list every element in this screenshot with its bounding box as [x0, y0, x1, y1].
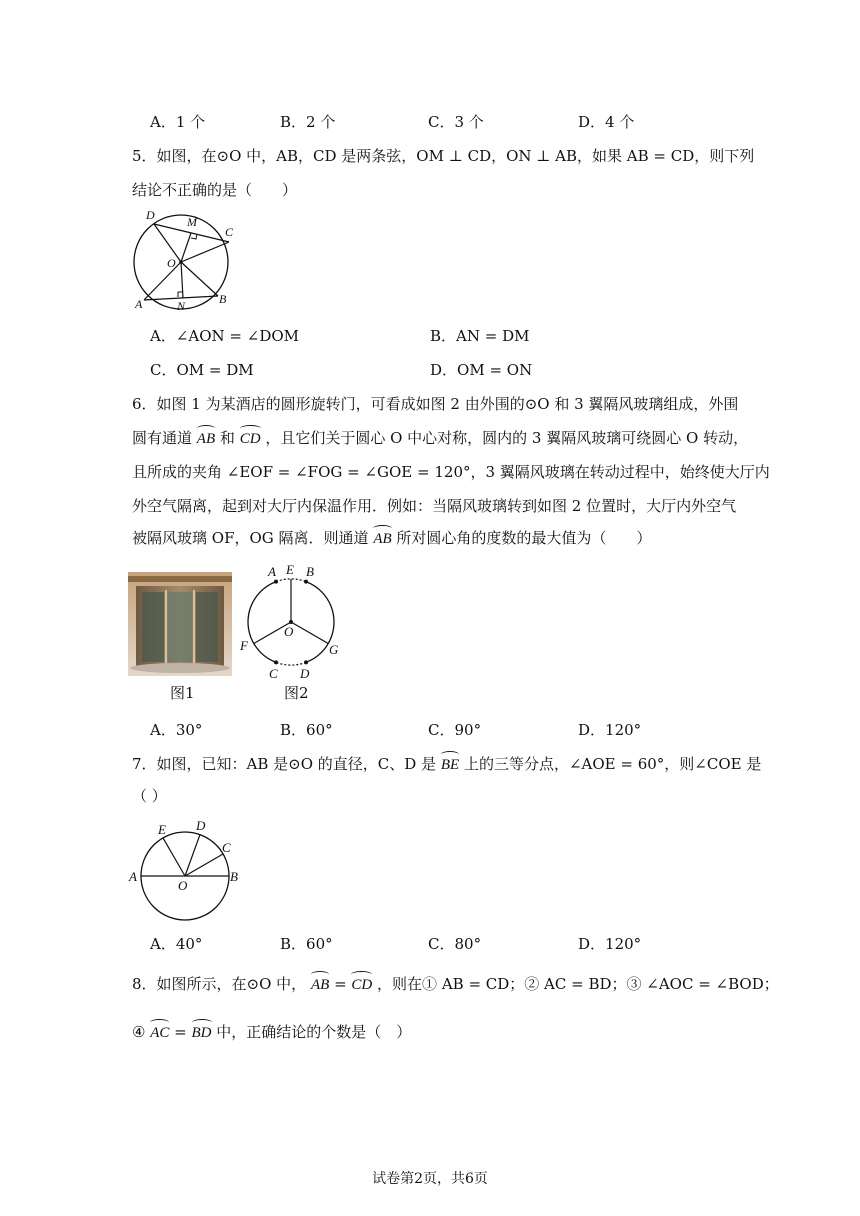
q5-label-c: C [225, 225, 234, 239]
q5-option-a: A．∠AON = ∠DOM [150, 327, 300, 345]
q7-label-a: A [129, 869, 137, 884]
q7-option-d: D．120° [578, 935, 642, 953]
q6-label-g: G [329, 642, 339, 657]
q7-text: 上的三等分点，∠AOE = 60°，则∠COE 是 [463, 755, 762, 773]
q5-label-o: O [167, 256, 176, 270]
q4-option-c: C．3 个 [428, 113, 484, 131]
q6-label-a: A [268, 564, 276, 579]
q7-option-c: C．80° [428, 935, 482, 953]
q6-figure1-photo [128, 572, 232, 676]
q6-label-c: C [269, 666, 278, 681]
q7-option-a: A．40° [150, 935, 203, 953]
q8-eq: = [334, 975, 352, 993]
q5-label-d: D [146, 208, 155, 222]
q7-label-b: B [230, 869, 238, 884]
q5-label-b: B [219, 292, 227, 306]
q6-figure2-caption: 图2 [284, 684, 309, 702]
q8-arc-cd: CD [351, 977, 373, 993]
q6-option-b: B．60° [280, 721, 333, 739]
q7-figure [126, 818, 246, 922]
q7-stem-line2: （ ） [132, 787, 167, 805]
q7-option-b: B．60° [280, 935, 333, 953]
q5-option-b: B．AN = DM [430, 327, 530, 345]
q8-stem-line1 [132, 974, 779, 995]
q6-text: ，且它们关于圆心 O 中心对称，圆内的 3 翼隔风玻璃可绕圆心 O 转动， [265, 429, 749, 447]
q6-label-f: F [240, 638, 248, 653]
q7-label-o: O [178, 878, 188, 893]
q6-label-b: B [306, 564, 314, 579]
q5-option-c: C．OM = DM [150, 361, 254, 379]
q7-label-e: E [158, 822, 166, 837]
q6-stem-line1: 6．如图 1 为某酒店的圆形旋转门，可看成如图 2 由外围的⊙O 和 3 翼隔风玻璃组成，外围 [132, 395, 739, 413]
q6-option-d: D．120° [578, 721, 642, 739]
q7-label-d: D [196, 818, 206, 833]
q7-text: 7．如图，已知：AB 是⊙O 的直径，C、D 是 [132, 755, 437, 773]
q4-option-a: A．1 个 [150, 113, 206, 131]
q5-label-m: M [187, 215, 197, 229]
q6-arc-ab: AB [373, 531, 392, 547]
q6-stem-line5 [132, 528, 651, 549]
q5-stem-line1: 5．如图，在⊙O 中，AB，CD 是两条弦，OM ⊥ CD，ON ⊥ AB，如果 AB = CD，则下列 [132, 147, 755, 165]
q7-label-c: C [222, 840, 231, 855]
q8-text: 中，正确结论的个数是（ ） [216, 1023, 412, 1041]
q6-label-o: O [284, 624, 294, 639]
q6-figure1-caption: 图1 [170, 684, 195, 702]
q6-arc-ab: AB [196, 431, 216, 447]
q5-stem-line2: 结论不正确的是（ ） [132, 181, 298, 199]
q8-eq: = [174, 1023, 192, 1041]
q5-option-d: D．OM = ON [430, 361, 533, 379]
q7-stem-line1 [132, 754, 761, 775]
q6-text: 圆有通道 [132, 429, 193, 447]
q8-arc-bd: BD [191, 1025, 212, 1041]
q6-arc-cd: CD [239, 431, 261, 447]
q6-stem-line2 [132, 428, 748, 449]
q6-text: 被隔风玻璃 OF，OG 隔离．则通道 [132, 529, 369, 547]
q6-label-d: D [300, 666, 310, 681]
q5-label-n: N [177, 299, 186, 313]
q5-label-a: A [135, 297, 143, 311]
q6-option-a: A．30° [150, 721, 203, 739]
q6-text: 和 [219, 429, 235, 447]
q6-option-c: C．90° [428, 721, 482, 739]
q6-stem-line3: 且所成的夹角 ∠EOF = ∠FOG = ∠GOE = 120°，3 翼隔风玻璃在转动过程中，始终使大厅内 [132, 463, 770, 481]
q8-text: ，则在① AB = CD；② AC = BD；③ ∠AOC = ∠BOD； [377, 975, 779, 993]
q6-text: 所对圆心角的度数的最大值为（ ） [396, 529, 652, 547]
q8-arc-ab: AB [310, 977, 330, 993]
q6-label-e: E [286, 562, 294, 577]
q8-text: 8．如图所示，在⊙O 中， [132, 975, 307, 993]
page-footer: 试卷第2页，共6页 [372, 1171, 488, 1187]
q6-stem-line4: 外空气隔离，起到对大厅内保温作用．例如：当隔风玻璃转到如图 2 位置时，大厅内外空气 [132, 497, 737, 515]
q6-figure2 [236, 562, 346, 682]
q8-text: ④ [132, 1023, 151, 1041]
q7-arc-be: BE [440, 757, 460, 773]
q8-stem-line2 [132, 1022, 411, 1043]
q8-arc-ac: AC [150, 1025, 170, 1041]
q4-option-d: D．4 个 [578, 113, 635, 131]
q5-figure [126, 206, 238, 316]
q4-option-b: B．2 个 [280, 113, 336, 131]
